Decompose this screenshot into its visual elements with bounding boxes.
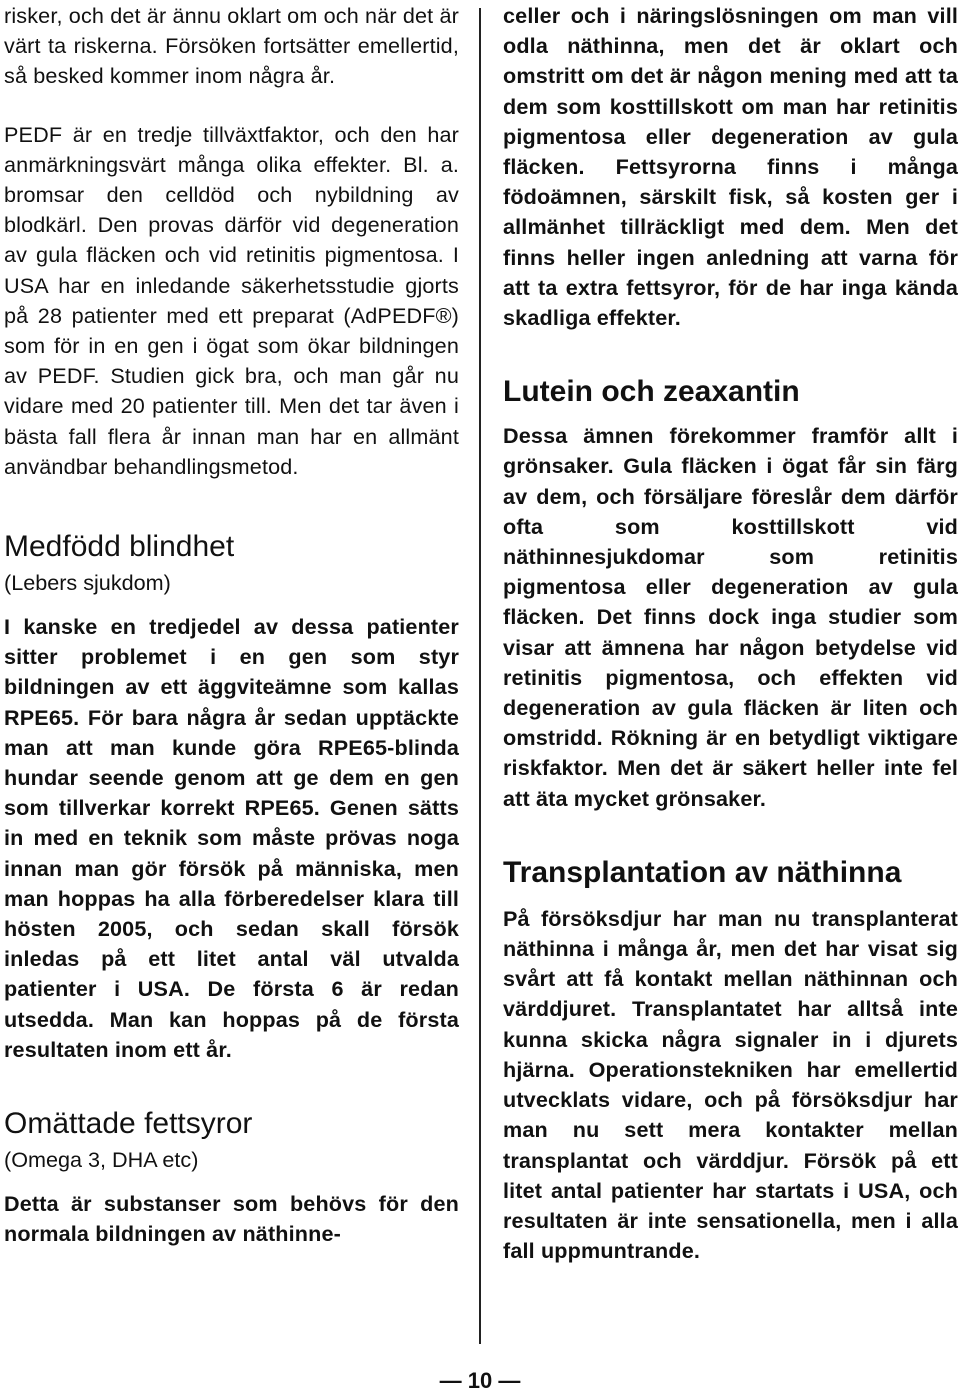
section-heading: Omättade fettsyror [4,1107,253,1141]
body-paragraph: risker, och det är ännu oklart om och när det är värt ta riskerna. Försöken fortsätter emellertid, så besked kommer inom några år. [4,3,459,89]
section-subheading: (Lebers sjukdom) [4,570,171,596]
section-heading: Lutein och zeaxantin [503,375,800,409]
body-paragraph: PEDF är en tredje tillväxtfaktor, och den har anmärkningsvärt många olika effekter. Bl. a. bromsar den celldöd och nybildning av blodkärl. Den provas därför vid degeneration av gula fläcken och vid retinitis pigmentosa. I USA har en inledande säkerhetsstudie gjorts på 28 patienter med ett preparat (AdPEDF®) som för in en gen i ögat som ökar bildningen av PEDF. Studien gick bra, och man går nu vidare med 20 patienter till. Men det tar även i bästa fall flera år innan man har en allmänt användbar behandlingsmetod. [4,121,459,479]
section-heading: Transplantation av näthinna [503,855,902,889]
body-paragraph: Dessa ämnen förekommer framför allt i grönsaker. Gula fläcken i ögat får sin färg av dem, och försäljare föreslår dem därför ofta som kosttillskott vid näthinnesjukdomar som retinitis pigmentosa eller degeneration av gula fläcken. Det finns dock inga studier som visar att ämnena har någon betydelse vid retinitis pigmentosa, och effekten vid degeneration av gula fläcken är liten och omstridd. Rökning är en betydligt viktigare riskfaktor. Men det är säkert heller inte fel att äta mycket grönsaker. [503,423,958,811]
left-column [4,0,459,1250]
body-paragraph: Detta är substanser som behövs för den normala bildningen av näthinne- [4,1191,459,1247]
page-number: — 10 — [439,1368,521,1393]
body-paragraph: I kanske en tredjedel av dessa patienter sitter problemet i en gen som styr bildningen av ett äggviteämne som kallas RPE65. För bara några år sedan upptäckte man att man kunde göra RPE65-blinda hundar seende genom att ge dem en gen som tillverkar korrekt RPE65. Genen sätts in med en teknik som måste prövas noga innan man gör försök på människa, men man hoppas ha alla förberedelser klara till hösten 2005, och sedan skall försök inledas på ett litet antal väl utvalda patienter i USA. De första 6 är redan utsedda. Man kan hoppas på de första resultaten inom ett år. [4,614,459,1062]
body-paragraph: celler och i näringslösningen om man vill odla näthinna, men det är oklart och omstritt om det är någon mening med att ta dem som kosttillskott om man har retinitis pigmentosa eller degeneration av gula fläcken. Fettsyrorna finns i många födoämnen, särskilt fisk, så kosten ger i allmänhet tillräckligt med dem. Men det finns heller ingen anledning att varna för att ta extra fettsyror, för de har inga kända skadliga effekter. [503,3,958,331]
section-subheading: (Omega 3, DHA etc) [4,1147,199,1173]
body-paragraph: På försöksdjur har man nu transplanterat näthinna i många år, men det har visat sig svårt att få kontakt mellan näthinnan och värddjuret. Transplantatet har alltså inte kunna skicka några signaler in i djurets hjärna. Operationstekniken har emellertid utvecklats vidare, och på försöksdjur har man nu sett mera kontakter mellan transplantat och värddjur. Försök på ett litet antal patienter har startats i USA, och resultaten är inte sensationella, men i alla fall uppmuntrande. [503,905,958,1264]
column-divider [479,8,481,1344]
right-column [503,0,958,1266]
section-heading: Medfödd blindhet [4,530,235,564]
